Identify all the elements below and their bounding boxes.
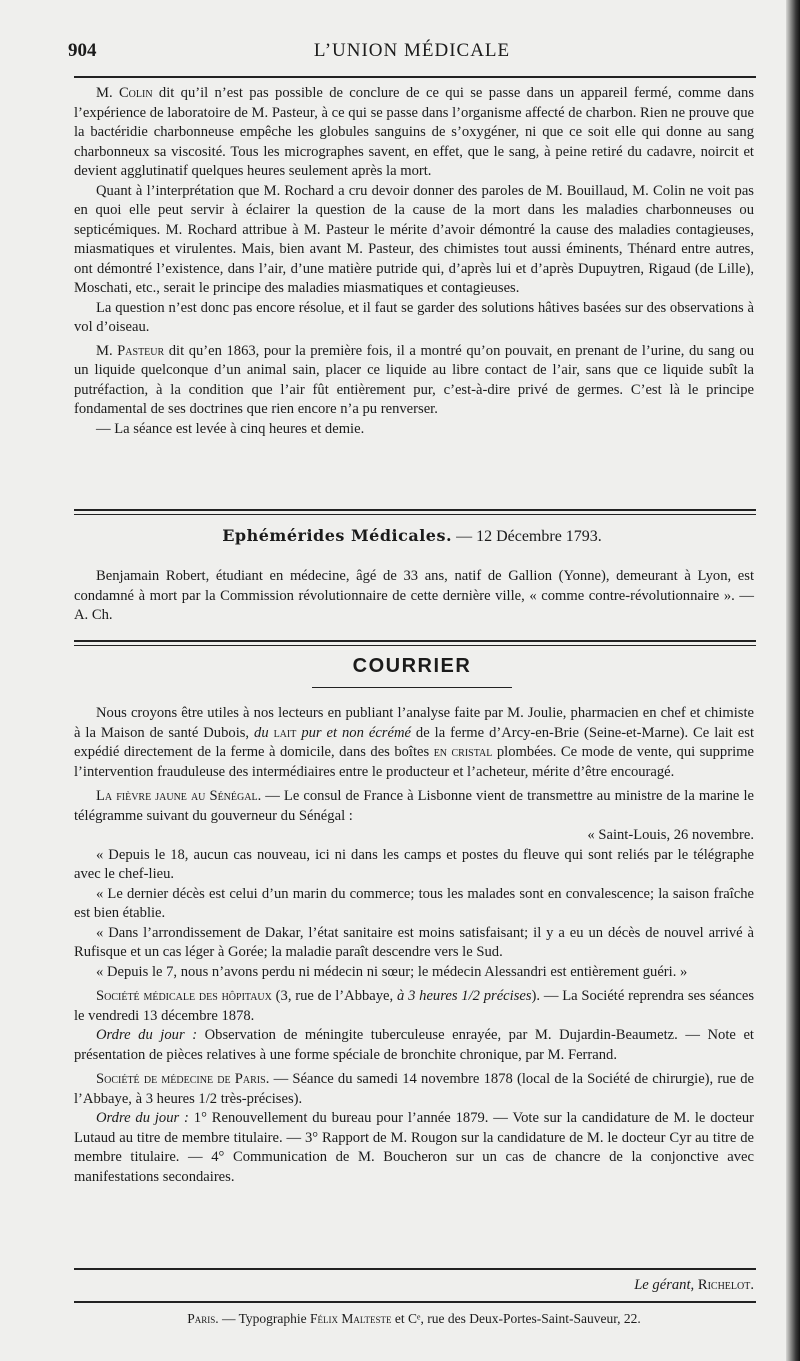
milk-paragraph: [74, 704, 754, 782]
imprint-city: Paris.: [187, 1311, 219, 1326]
ephemerides-text: Benjamain Robert, étudiant en médecine, âgé de 33 ans, natif de Gallion (Yonne), demeurant à Lyon, est condamné à mort par la Commission révolutionnaire de cette dernière ville, « comme contre-révolutionnaire ». — A. Ch.: [74, 568, 754, 623]
milk-lait: lait: [273, 724, 297, 741]
pasteur-text: dit qu’en 1863, pour la première fois, il a montré qu’on pouvait, en prenant de l’urine, du sang ou un liquide quelconque d’un animal sain, placer ce liquide au libre contact de l’air, sans que ce liquide subît la putréfaction, à la condition que l’air fût entièrement pur, c’est-à-dire privé de germes. C’est là le principe fondamental de ses doctrines que rien encore n’a pu renverser.: [74, 342, 754, 417]
paris-society-text: — Séance du samedi 14 novembre 1878 (local de la Société de chirurgie), rue de l’Abbaye, à 3 heures 1/2 très-précises).: [74, 1071, 754, 1107]
running-header: [68, 40, 756, 64]
milk-text-a: Nous croyons être utiles à nos lecteurs en publiant l’analyse faite par M. Joulie, pharmacien en chef et chimiste à la Maison de santé Dubois,: [74, 705, 754, 741]
ephemerides-block: [74, 567, 754, 626]
milk-du: du: [254, 724, 269, 741]
courrier-rule-bottom: [74, 645, 756, 646]
telegram-quote-2: « Le dernier décès est celui d’un marin du commerce; tous les malades sont en convalescence; la saison fraîche est bien établie.: [74, 885, 754, 921]
ephemerides-title: Ephémérides Médicales.: [222, 526, 453, 545]
ephemerides-heading: [68, 526, 756, 546]
imprint-printer: Félix Malteste: [310, 1311, 392, 1326]
gerant-label: Le gérant,: [634, 1277, 695, 1293]
yellow-fever-paragraph: [74, 787, 754, 826]
printer-imprint: [74, 1311, 754, 1327]
imprint-text-a: — Typographie: [221, 1311, 307, 1326]
journal-title: L’UNION MÉDICALE: [313, 40, 511, 61]
gerant-signature: [74, 1277, 754, 1294]
paragraph-question: La question n’est donc pas encore résolue, et il faut se garder des solutions hâtives basées sur des observations à vol d’oiseau.: [74, 299, 754, 335]
agenda-2-label: Ordre du jour :: [96, 1110, 189, 1126]
milk-cristal: en cristal: [433, 744, 493, 760]
hospitals-society-time: à 3 heures 1/2 précises: [396, 988, 532, 1004]
agenda-1-label: Ordre du jour :: [96, 1027, 198, 1043]
colin-paragraph: [74, 84, 754, 182]
section-rule-top: [74, 509, 756, 511]
academy-session-report: [74, 84, 754, 439]
paragraph-rochard: Quant à l’interprétation que M. Rochard a cru devoir donner des paroles de M. Bouillaud, M. Colin ne voit pas en quoi elle peut servir à éclairer la question de la cause de la mort dans les maladies charbonneuses ou septicémiques. M. Rochard attribue à M. Pasteur le mérite d’avoir démontré la cause des maladies contagieuses, miasmatiques et virulentes. Mais, bien avant M. Pasteur, des chimistes tout aussi éminents, Thénard entre autres, ont démontré l’existence, dans l’air, d’une matière putride qui, d’après lui et d’après Dupuytren, Rigaud (de Lille), Moschati, etc., serait le principe des maladies miasmatiques et contagieuses.: [74, 182, 754, 296]
paris-society-heading: Société de médecine de Paris.: [96, 1071, 270, 1087]
agenda-1-paragraph: [74, 1026, 754, 1065]
milk-text-c: plombées. Ce mode de vente, qui supprime l’intervention frauduleuse des intermédiaires entre le producteur et l’acheteur, mérite d’être encouragé.: [74, 744, 754, 780]
hospitals-society-text: ). — La Société reprendra ses séances le vendredi 13 décembre 1878.: [74, 988, 754, 1024]
gerant-name: Richelot.: [697, 1277, 754, 1293]
pasteur-paragraph: [74, 342, 754, 420]
courrier-title: COURRIER: [352, 655, 472, 677]
ephemerides-date: — 12 Décembre 1793.: [456, 528, 602, 545]
hospitals-society-heading: Société médicale des hôpitaux: [96, 988, 272, 1004]
yellow-fever-text: — Le consul de France à Lisbonne vient de transmettre au ministre de la marine le télégramme suivant du gouverneur du Sénégal :: [74, 788, 754, 824]
page-number: 904: [68, 40, 97, 61]
telegram-quote-3: « Dans l’arrondissement de Dakar, l’état sanitaire est moins satisfaisant; il y a eu un décès de nouvel arrivé à Rufisque et un cas léger à Gorée; la maladie paraît descendre vers le Sud.: [74, 924, 754, 960]
milk-pur: pur et non écrémé: [301, 724, 411, 741]
agenda-2-text: 1° Renouvellement du bureau pour l’année 1879. — Vote sur la candidature de M. le docteur Lutaud au titre de membre titulaire. — 3° Rapport de M. Rougon sur la candidature de M. le docteur Cyr au titre de membre titulaire. — 4° Communication de M. Boucheron sur un cas de chancre de la conjonctive avec manifestations secondaires.: [74, 1110, 754, 1185]
imprint-text-b: et Cᵉ, rue des Deux-Portes-Saint-Sauveur, 22.: [394, 1311, 641, 1326]
telegram-quote-1: « Depuis le 18, aucun cas nouveau, ici ni dans les camps et postes du fleuve qui sont reliés par le télégraphe avec le chef-lieu.: [74, 846, 754, 882]
telegram-place-date: « Saint-Louis, 26 novembre.: [587, 827, 754, 843]
speaker-colin: M. Colin: [96, 85, 153, 101]
agenda-1-text: Observation de méningite tuberculeuse enrayée, par M. Dujardin-Beaumetz. — Note et présentation de pièces relatives à une forme spéciale de bronchite chronique, par M. Ferrand.: [74, 1027, 754, 1063]
footer-rule-bottom: [74, 1301, 756, 1303]
yellow-fever-heading: La fièvre jaune au Sénégal.: [96, 788, 262, 804]
session-closing: — La séance est levée à cinq heures et demie.: [96, 420, 365, 437]
milk-text-b: de la ferme d’Arcy-en-Brie (Seine-et-Marne). Ce lait est expédié directement de la ferme à domicile, dans des boîtes: [74, 724, 754, 760]
hospitals-society-address: (3, rue de l’Abbaye,: [275, 988, 394, 1004]
courrier-underline: [312, 687, 512, 688]
courrier-rule-top: [74, 640, 756, 642]
speaker-pasteur: M. Pasteur: [96, 342, 165, 359]
courrier-block: [74, 704, 754, 1187]
header-rule: [74, 76, 756, 78]
telegram-quote-4: « Depuis le 7, nous n’avons perdu ni médecin ni sœur; le médecin Alessandri est entièrement guéri. »: [96, 963, 688, 980]
colin-text: dit qu’il n’est pas possible de conclure de ce qui se passe dans un appareil fermé, comme dans l’expérience de laboratoire de M. Pasteur, à ce qui se passe dans l’organisme affecté de charbon. Rien ne prouve que la bactéridie charbonneuse empêche les globules sanguins de s’oxygéner, ni que ce soit elle qui donne au sang charbonneux sa viscosité. Tous les micrographes savent, en effet, que le sang, à peine retiré du cadavre, noircit et devient agglutinatif quelques heures seulement après la mort.: [74, 85, 755, 179]
agenda-2-paragraph: [74, 1109, 754, 1187]
paris-society-paragraph: [74, 1070, 754, 1109]
journal-page: [68, 0, 756, 1361]
hospitals-society-paragraph: [74, 987, 754, 1026]
book-spine-shadow: [786, 0, 800, 1361]
footer-rule-top: [74, 1268, 756, 1270]
section-rule-bottom: [74, 514, 756, 515]
